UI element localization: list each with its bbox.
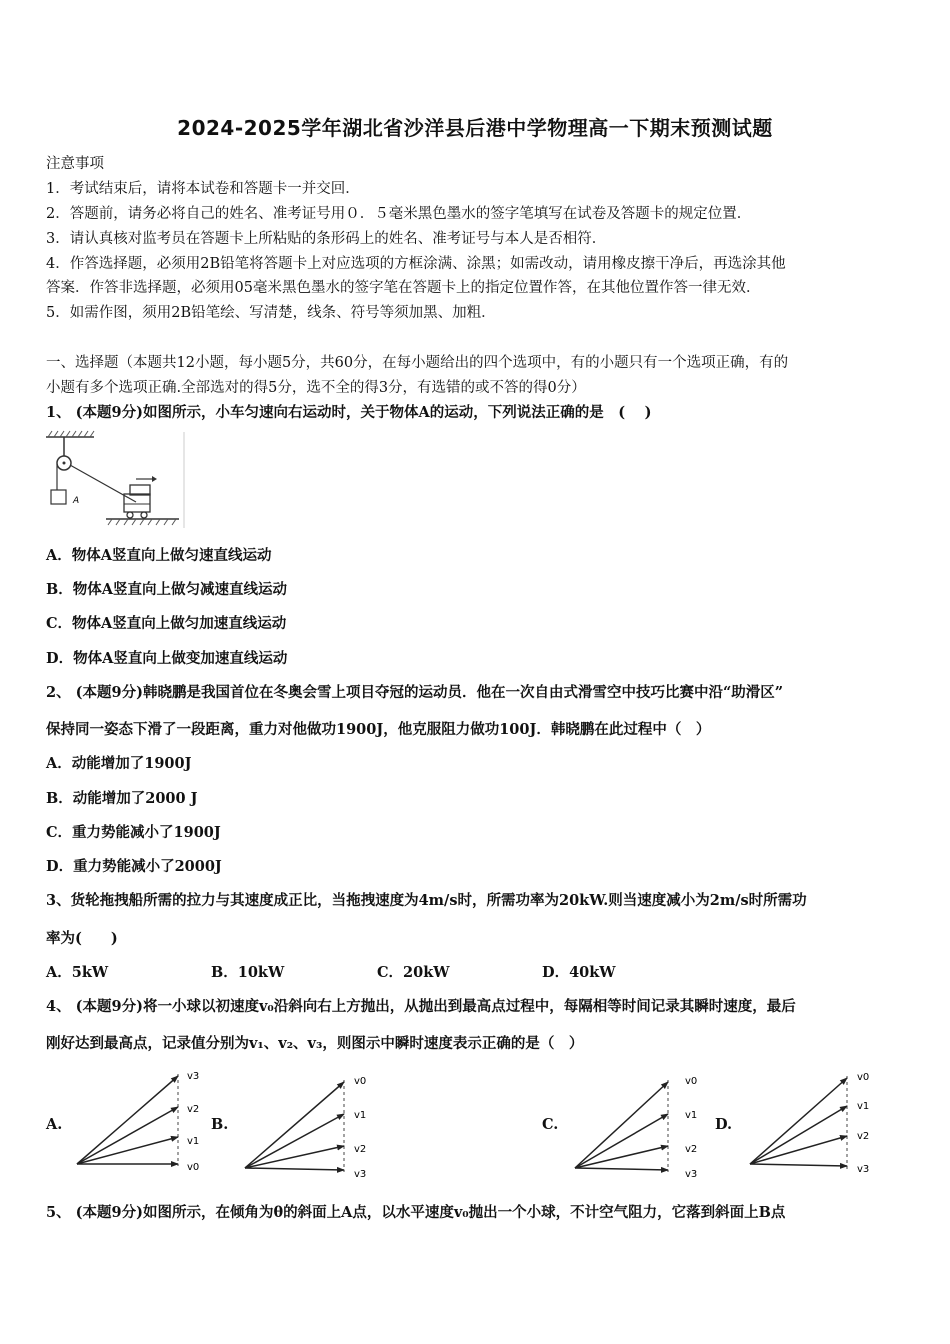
- q3-option-c[interactable]: C．20kW: [377, 964, 450, 981]
- q2-option-d[interactable]: D．重力势能减小了2000J: [46, 858, 222, 875]
- q4-stem-line1: 4、 (本题9分)将一小球以初速度v₀沿斜向右上方抛出，从抛出到最高点过程中，每隔相等时间记录其瞬时速度，最后: [46, 998, 796, 1015]
- q2-stem-line2: 保持同一姿态下滑了一段距离，重力对他做功1900J，他克服阻力做功100J．韩晓鹏在此过程中（ ）: [46, 721, 711, 738]
- q2-option-b[interactable]: B．动能增加了2000 J: [46, 790, 198, 807]
- q1-option-b[interactable]: B．物体A竖直向上做匀减速直线运动: [46, 581, 288, 598]
- q4-diagram-a: [70, 1066, 210, 1181]
- q3-option-d[interactable]: D．40kW: [542, 964, 616, 981]
- svg-text:v2: v2: [187, 1104, 200, 1115]
- q1-figure: [44, 430, 194, 530]
- q1-option-d[interactable]: D．物体A竖直向上做变加速直线运动: [46, 650, 288, 667]
- svg-text:v0: v0: [187, 1162, 200, 1173]
- block-a: [51, 490, 66, 504]
- svg-text:v3: v3: [187, 1071, 200, 1082]
- q3-option-b[interactable]: B．10kW: [211, 964, 285, 981]
- q1-option-c[interactable]: C．物体A竖直向上做匀加速直线运动: [46, 615, 287, 632]
- q2-option-a[interactable]: A．动能增加了1900J: [46, 755, 192, 772]
- q3-option-a[interactable]: A．5kW: [46, 964, 109, 981]
- svg-text:v0: v0: [685, 1076, 698, 1087]
- section-intro-line1: 一、选择题（本题共12小题，每小题5分，共60分，在每小题给出的四个选项中，有的小题只有一个选项正确，有的: [46, 355, 789, 371]
- svg-text:v3: v3: [685, 1169, 698, 1180]
- notice-item-4-cont: 答案．作答非选择题，必须用05毫米黑色墨水的签字笔在答题卡上的指定位置作答，在其他位置作答一律无效．: [46, 280, 761, 296]
- car-icon: [124, 485, 150, 518]
- svg-text:A: A: [73, 496, 80, 506]
- q5-stem: 5、 (本题9分)如图所示，在倾角为θ的斜面上A点，以水平速度v₀抛出一个小球，不计空气阻力，它落到斜面上B点: [46, 1204, 786, 1221]
- svg-text:v1: v1: [187, 1136, 200, 1147]
- notice-item-4: 4．作答选择题，必须用2B铅笔将答题卡上对应选项的方框涂满、涂黑；如需改动，请用橡皮擦干净后，再选涂其他: [46, 256, 786, 272]
- q3-stem-line1: 3、货轮拖拽船所需的拉力与其速度成正比，当拖拽速度为4m/s时，所需功率为20kW.则当速度减小为2m/s时所需功: [46, 892, 807, 909]
- q1-option-a[interactable]: A．物体A竖直向上做匀速直线运动: [46, 547, 272, 564]
- q4-diagram-c: [568, 1066, 708, 1181]
- notice-item-5: 5．如需作图，须用2B铅笔绘、写清楚，线条、符号等须加黑、加粗．: [46, 305, 496, 321]
- q2-option-c[interactable]: C．重力势能减小了1900J: [46, 824, 221, 841]
- svg-text:v3: v3: [354, 1169, 367, 1180]
- svg-text:v2: v2: [685, 1144, 698, 1155]
- svg-text:v0: v0: [857, 1072, 870, 1083]
- section-intro-line2: 小题有多个选项正确.全部选对的得5分，选不全的得3分，有选错的或不答的得0分）: [46, 380, 586, 396]
- q4-option-d-label[interactable]: D.: [715, 1116, 733, 1133]
- q2-stem-line1: 2、 (本题9分)韩晓鹏是我国首位在冬奥会雪上项目夺冠的运动员．他在一次自由式滑雪空中技巧比赛中沿“助滑区”: [46, 684, 784, 701]
- q4-diagram-b: [238, 1066, 378, 1181]
- q4-option-a-label[interactable]: A.: [46, 1116, 63, 1133]
- notice-item-3: 3．请认真核对监考员在答题卡上所粘贴的条形码上的姓名、准考证号与本人是否相符．: [46, 231, 607, 247]
- notice-item-2: 2．答题前，请务必将自己的姓名、准考证号用０．５毫米黑色墨水的签字笔填写在试卷及答题卡的规定位置．: [46, 206, 752, 222]
- q4-option-c-label[interactable]: C.: [542, 1116, 559, 1133]
- notice-heading: 注意事项: [46, 156, 104, 172]
- notice-item-1: 1．考试结束后，请将本试卷和答题卡一并交回．: [46, 181, 360, 197]
- svg-text:v1: v1: [857, 1101, 870, 1112]
- q1-stem: 1、 (本题9分)如图所示，小车匀速向右运动时，关于物体A的运动，下列说法正确的是 ( ): [46, 404, 652, 421]
- svg-text:v2: v2: [857, 1131, 870, 1142]
- page-title: 2024-2025学年湖北省沙洋县后港中学物理高一下期末预测试题: [177, 116, 773, 140]
- q3-stem-line2: 率为( ): [46, 930, 118, 947]
- svg-text:v0: v0: [354, 1076, 367, 1087]
- svg-text:v3: v3: [857, 1164, 870, 1175]
- q4-diagram-d: [743, 1066, 883, 1181]
- q4-option-b-label[interactable]: B.: [211, 1116, 229, 1133]
- q4-stem-line2: 刚好达到最高点，记录值分别为v₁、v₂、v₃，则图示中瞬时速度表示正确的是（ ）: [46, 1035, 584, 1052]
- svg-text:v1: v1: [354, 1110, 367, 1121]
- svg-text:v2: v2: [354, 1144, 367, 1155]
- svg-text:v1: v1: [685, 1110, 698, 1121]
